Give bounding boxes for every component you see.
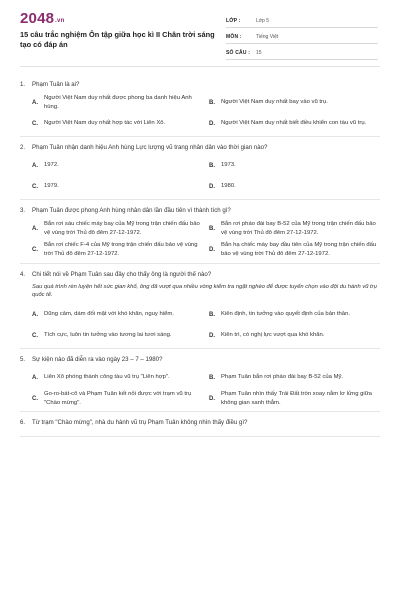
option-text: Tích cực, luôn tin tưởng vào tương lai tươi sáng. [44,332,172,339]
answer-options [20,306,380,344]
option-text: Bắn rơi sáu chiếc máy bay của Mỹ trong trận chiến đấu bảo vệ vùng trời Thủ đô đêm 27-12-1972. [44,221,200,236]
option-text: Phạm Tuân bắn rơi pháo đài bay B-52 của Mỹ. [221,374,344,381]
meta-value: Lớp 5 [256,17,270,24]
answer-options [20,94,380,132]
meta-row-count [226,46,378,60]
document-meta [226,14,378,62]
question-text: Chi tiết nói về Phạm Tuân sau đây cho thấy ông là người thế nào? [32,270,212,278]
answer-option[interactable] [209,157,380,174]
option-text: Go-ro-bát-cô và Phạm Tuân kết nối được với trạm vũ trụ "Chào mừng". [44,391,192,406]
document-header [0,0,400,60]
question-heading [20,355,380,364]
option-letter: B. [209,225,215,232]
answer-option[interactable] [209,115,380,132]
answer-options [20,220,380,258]
option-letter: D. [209,246,215,253]
option-text: Kiên trì, có nghị lực vượt qua khó khăn. [221,332,325,339]
question-block [20,80,380,137]
option-text: Người Việt Nam duy nhất bay vào vũ trụ. [221,99,328,106]
question-block [20,418,380,437]
answer-option[interactable] [209,390,380,407]
answer-option[interactable] [32,94,203,111]
document-title: 15 câu trắc nghiệm Ôn tập giữa học kì II Chân trời sáng tạo có đáp án [20,30,215,49]
option-letter: D. [209,183,215,190]
option-text: Phạm Tuân nhìn thấy Trái Đất tròn xoay nằm lơ lửng giữa không gian xanh thẳm. [221,391,372,406]
answer-option[interactable] [209,178,380,195]
meta-key: LỚP : [226,17,241,24]
option-letter: D. [209,332,215,339]
question-number: 3. [20,207,26,215]
question-text: Sự kiện nào đã diễn ra vào ngày 23 – 7 – 1980? [32,356,163,364]
option-text: Bắn hạ chiếc máy bay đầu tiên của Mỹ trong trận chiến đấu bảo vệ vùng trời Thủ đô đêm 27-12-1972. [221,242,377,257]
answer-option[interactable] [209,241,380,258]
meta-key: SỐ CÂU : [226,49,251,56]
question-block [20,355,380,412]
question-text: Phạm Tuân nhận danh hiệu Anh hùng Lực lượng vũ trang nhân dân vào thời gian nào? [32,144,268,152]
answer-option[interactable] [32,115,203,132]
option-letter: B. [209,374,215,381]
option-text: Liên Xô phóng thành công tàu vũ trụ "Liên hợp". [44,374,170,381]
option-letter: A. [32,162,38,169]
option-text: Người Việt Nam duy nhất hợp tác với Liên Xô. [44,120,166,127]
option-text: Bắn rơi pháo đài bay B-52 của Mỹ trong trận chiến đấu bảo vệ vùng trời Thủ đô đêm 27-12-1972. [221,221,376,236]
question-heading [20,270,380,279]
answer-option[interactable] [32,157,203,174]
option-letter: B. [209,162,215,169]
header-divider [20,66,380,67]
answer-option[interactable] [32,220,203,237]
option-letter: C. [32,395,38,402]
option-letter: C. [32,332,38,339]
option-text: Kiên định, tin tưởng vào quyết định của bản thân. [221,311,350,318]
option-letter: B. [209,311,215,318]
answer-option[interactable] [209,369,380,386]
meta-value: Tiếng Việt [256,33,279,40]
answer-option[interactable] [32,390,203,407]
answer-option[interactable] [209,220,380,237]
answer-option[interactable] [32,178,203,195]
option-letter: D. [209,395,215,402]
option-letter: A. [32,99,38,106]
question-number: 5. [20,356,26,364]
question-heading [20,80,380,89]
question-block [20,270,380,350]
option-letter: A. [32,374,38,381]
meta-value: 15 [256,49,262,56]
question-list [20,74,380,443]
meta-row-class [226,14,378,28]
answer-option[interactable] [32,306,203,323]
question-text: Phạm Tuân được phong Anh hùng nhân dân lần đầu tiên vì thành tích gì? [32,207,231,215]
question-passage: Sau quá trình rèn luyện hết sức gian khổ, ông đã vượt qua nhiều vòng kiểm tra ngặt nghèo để được tuyển chọn vào đội du hành vũ trụ quốc tế. [32,283,377,299]
answer-options [20,369,380,407]
option-text: 1973. [221,162,236,169]
question-text: Từ trạm "Chào mừng", nhà du hành vũ trụ Phạm Tuân không nhìn thấy điều gì? [32,419,248,427]
question-number: 2. [20,144,26,152]
logo-suffix: .vn [55,18,65,24]
answer-option[interactable] [32,241,203,258]
question-heading [20,143,380,152]
option-text: 1979. [44,183,59,190]
option-text: Bắn rơi chiếc F-4 của Mỹ trong trận chiến đấu bảo vệ vùng trời Thủ đô đêm 27-12-1972. [44,242,198,257]
option-text: 1972. [44,162,59,169]
option-text: 1980. [221,183,236,190]
answer-option[interactable] [32,369,203,386]
option-letter: C. [32,183,38,190]
question-number: 1. [20,81,26,88]
site-logo[interactable] [20,10,64,27]
question-number: 4. [20,270,26,278]
option-letter: B. [209,99,215,106]
answer-options [20,157,380,195]
option-text: Người Việt Nam duy nhất biết điều khiển con tàu vũ trụ. [221,120,367,127]
question-block [20,143,380,200]
option-letter: C. [32,246,38,253]
question-heading [20,418,380,427]
option-letter: A. [32,311,38,318]
question-number: 6. [20,419,26,427]
option-letter: D. [209,120,215,127]
meta-row-subject [226,30,378,44]
option-letter: C. [32,120,38,127]
meta-key: MÔN : [226,33,242,40]
answer-option[interactable] [32,327,203,344]
option-letter: A. [32,225,38,232]
answer-option[interactable] [209,94,380,111]
question-text: Phạm Tuân là ai? [32,81,80,88]
option-text: Người Việt Nam duy nhất được phong ba danh hiệu Anh hùng. [44,95,192,110]
question-heading [20,206,380,215]
question-block [20,206,380,263]
option-text: Dũng cảm, dám đối mặt với khó khăn, nguy hiểm. [44,311,174,318]
answer-option[interactable] [209,327,380,344]
answer-option[interactable] [209,306,380,323]
logo-text: 2048 [20,10,55,27]
